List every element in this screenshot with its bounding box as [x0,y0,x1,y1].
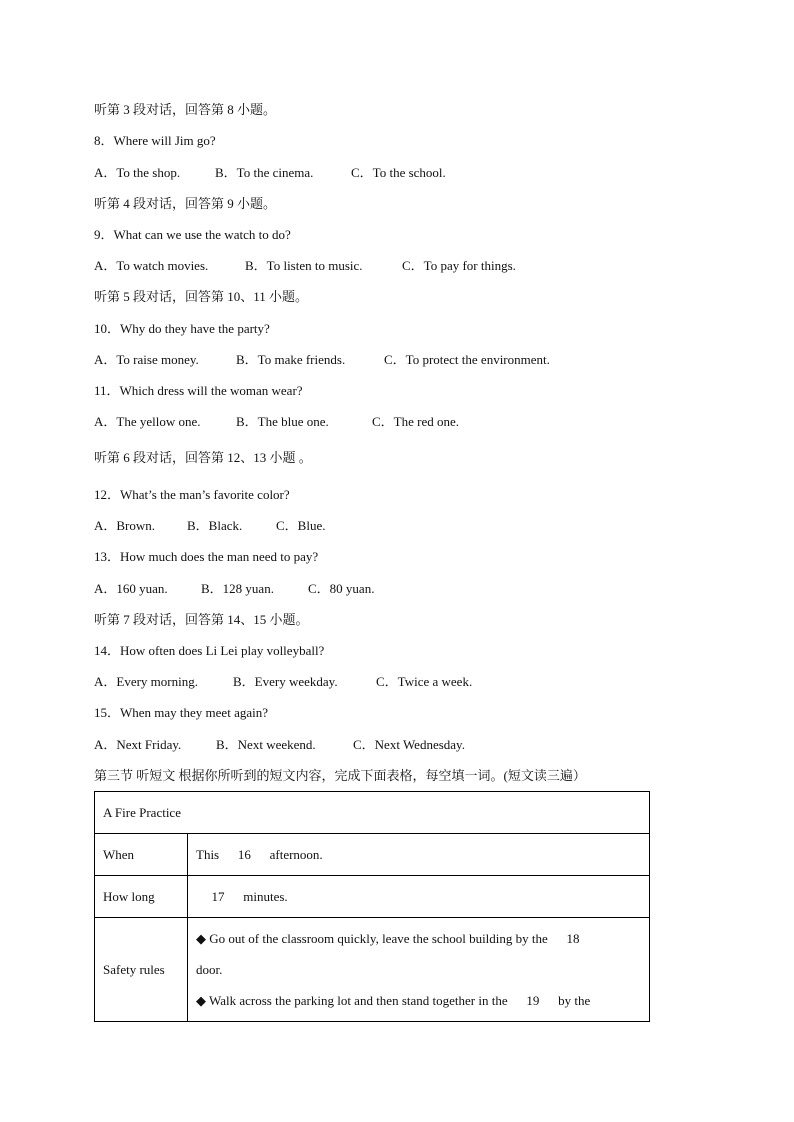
safety-rule-1-cont: door. [196,962,223,977]
blank-19[interactable]: 19 [526,993,540,1008]
option-c[interactable]: C．Blue. [276,518,326,533]
section-heading-4: 听第 4 段对话，回答第 9 小题。 [94,196,277,211]
fire-practice-table [94,791,650,1022]
options-14 [94,673,472,691]
option-b[interactable]: B．128 yuan. [201,581,274,596]
options-15 [94,736,465,754]
option-b[interactable]: B．To the cinema. [215,165,314,180]
options-9 [94,257,516,275]
option-b[interactable]: B．To listen to music. [245,258,363,273]
howlong-post: minutes. [243,888,288,904]
section-heading-5: 听第 5 段对话，回答第 10、11 小题。 [94,289,309,304]
section-heading-3: 听第 3 段对话，回答第 8 小题。 [94,102,277,117]
blank-17[interactable]: 17 [211,888,225,904]
option-a[interactable]: A．To raise money. [94,352,199,367]
option-a[interactable]: A．To the shop. [94,165,181,180]
blank-16[interactable]: 16 [237,846,251,862]
safety-rule-2 [196,985,649,1016]
options-11 [94,413,459,431]
question-12: 12．What’s the man’s favorite color? [94,487,290,502]
option-a[interactable]: A．160 yuan. [94,581,168,596]
options-10 [94,351,550,369]
table-row [95,792,650,834]
question-8: 8．Where will Jim go? [94,133,216,148]
safety-rule-1 [196,923,649,954]
option-c[interactable]: C．To the school. [351,165,446,180]
option-a[interactable]: A．Every morning. [94,674,198,689]
option-a[interactable]: A．The yellow one. [94,414,201,429]
option-b[interactable]: B．Next weekend. [216,737,316,752]
section-heading-7: 听第 7 段对话，回答第 14、15 小题。 [94,612,309,627]
options-12 [94,517,325,535]
part3-heading: 第三节 听短文 根据你所听到的短文内容，完成下面表格，每空填一词。(短文读三遍） [94,768,586,783]
when-post: afternoon. [269,846,323,862]
option-c[interactable]: C．80 yuan. [308,581,375,596]
option-b[interactable]: B．The blue one. [236,414,329,429]
section-heading-6: 听第 6 段对话，回答第 12、13 小题 。 [94,450,312,465]
row-label-safety: Safety rules [95,918,188,1022]
rule2-pre: ◆ Walk across the parking lot and then stand together in the [196,993,508,1008]
question-15: 15．When may they meet again? [94,705,268,720]
option-b[interactable]: B．Black. [187,518,243,533]
row-label-howlong: How long [95,876,188,918]
question-14: 14．How often does Li Lei play volleyball? [94,643,325,658]
option-a[interactable]: A．To watch movies. [94,258,209,273]
row-value-when [188,834,650,876]
row-value-howlong [188,876,650,918]
table-row [95,876,650,918]
option-c[interactable]: C．To pay for things. [402,258,516,273]
options-13 [94,580,374,598]
option-a[interactable]: A．Next Friday. [94,737,182,752]
row-value-safety [188,918,650,1022]
question-9: 9．What can we use the watch to do? [94,227,291,242]
option-b[interactable]: B．To make friends. [236,352,346,367]
rule1-pre: ◆ Go out of the classroom quickly, leave the school building by the [196,931,548,946]
question-13: 13．How much does the man need to pay? [94,549,319,564]
blank-18[interactable]: 18 [566,931,580,946]
question-11: 11．Which dress will the woman wear? [94,383,303,398]
options-8 [94,164,446,182]
option-b[interactable]: B．Every weekday. [233,674,338,689]
option-c[interactable]: C．Next Wednesday. [353,737,465,752]
option-c[interactable]: C．The red one. [372,414,460,429]
question-10: 10．Why do they have the party? [94,321,270,336]
option-c[interactable]: C．Twice a week. [376,674,473,689]
table-row [95,918,650,1022]
table-row [95,834,650,876]
option-a[interactable]: A．Brown. [94,518,156,533]
table-title: A Fire Practice [95,792,650,834]
option-c[interactable]: C．To protect the environment. [384,352,550,367]
rule2-post: by the [558,993,591,1008]
row-label-when: When [95,834,188,876]
when-pre: This [196,846,220,862]
